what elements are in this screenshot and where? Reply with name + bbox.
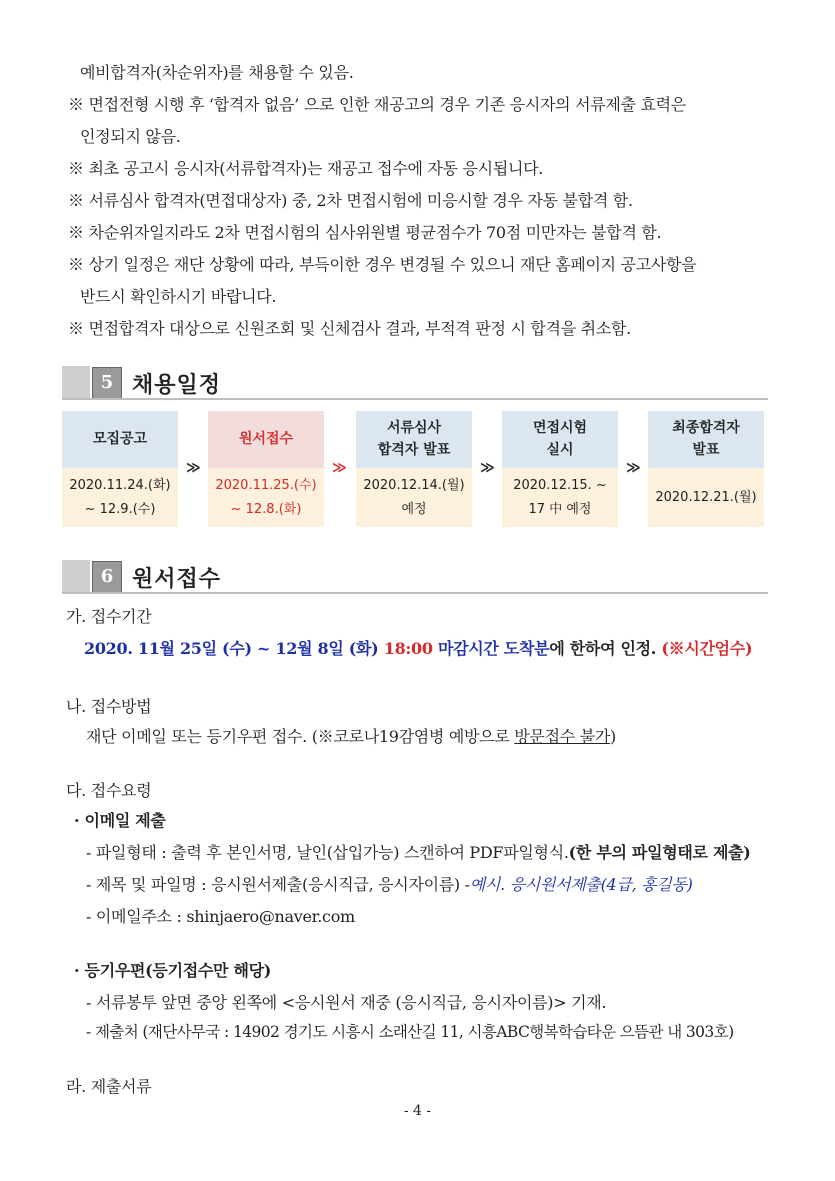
note-line: ※ 서류심사 합격자(면접대상자) 중, 2차 면접시험에 미응시할 경우 자동 불합격 함. xyxy=(68,191,633,210)
subsection-heading: 나. 접수방법 xyxy=(66,697,152,716)
header-bar xyxy=(62,366,90,400)
file-format-bold: (한 부의 파일형태로 제출) xyxy=(568,843,751,862)
subsection-heading: 가. 접수기간 xyxy=(66,607,152,626)
arrow-icon: ≫ xyxy=(332,460,347,476)
arrow-icon: ≫ xyxy=(480,460,495,476)
arrow-icon: ≫ xyxy=(186,460,201,476)
no-visit-note: 방문접수 불가 xyxy=(514,727,611,746)
section-title: 채용일정 xyxy=(132,372,222,398)
header-rule xyxy=(62,398,768,400)
email-file-format xyxy=(86,840,751,863)
schedule-step-application xyxy=(208,411,324,527)
step-title: 면접시험 실시 xyxy=(502,411,618,468)
arrow-icon: ≫ xyxy=(626,460,641,476)
step-date: 2020.12.21.(월) xyxy=(648,468,764,527)
mail-envelope-rule: - 서류봉투 앞면 중앙 왼쪽에 <응시원서 재중 (응시직급, 응시자이름)> 기재. xyxy=(86,993,607,1012)
file-format-text: - 파일형태 : 출력 후 본인서명, 날인(삽입가능) 스캔하여 PDF파일형식. xyxy=(86,843,569,862)
subsection-heading: 라. 제출서류 xyxy=(66,1077,152,1096)
method-text: 재단 이메일 또는 등기우편 접수. (※코로나19감염병 예방으로 xyxy=(86,727,515,746)
step-title: 최종합격자 발표 xyxy=(648,411,764,468)
page-number: - 4 - xyxy=(403,1103,432,1119)
email-title-rule xyxy=(86,872,693,895)
step-date: 2020.12.14.(월) 예정 xyxy=(356,468,472,527)
section-header-schedule xyxy=(62,366,768,400)
note-line: ※ 차순위자일지라도 2차 면접시험의 심사위원별 평균점수가 70점 미만자는 불합격 함. xyxy=(68,223,662,242)
mail-address: - 제출처 (재단사무국 : 14902 경기도 시흥시 소래산길 11, 시흥ABC행복학습타운 으뜸관 내 303호) xyxy=(86,1023,734,1041)
email-heading: · 이메일 제출 xyxy=(74,811,166,830)
note-line: 반드시 확인하시기 바랍니다. xyxy=(80,287,277,306)
step-title: 모집공고 xyxy=(62,411,178,468)
header-bar xyxy=(62,560,90,594)
schedule-step-final-result xyxy=(648,411,764,527)
note-line: ※ 면접전형 시행 후 ‘합격자 없음’ 으로 인한 재공고의 경우 기존 응시자의 서류제출 효력은 xyxy=(68,95,686,114)
header-rule xyxy=(62,592,768,594)
step-date: 2020.11.25.(수) ~ 12.8.(화) xyxy=(208,468,324,527)
step-title: 원서접수 xyxy=(208,411,324,468)
strict-time-note: (※시간엄수) xyxy=(661,639,753,658)
accept-text: 에 한하여 인정. xyxy=(549,639,657,658)
note-line: 예비합격자(차순위자)를 채용할 수 있음. xyxy=(80,63,354,82)
mail-heading: · 등기우편(등기접수만 해당) xyxy=(74,961,272,980)
schedule-step-recruit-notice xyxy=(62,411,178,527)
section-number: 6 xyxy=(92,561,122,593)
step-date: 2020.12.15. ~ 17 中 예정 xyxy=(502,468,618,527)
note-line: ※ 면접합격자 대상으로 신원조회 및 신체검사 결과, 부적격 판정 시 합격을 취소함. xyxy=(68,319,631,338)
schedule-step-document-result xyxy=(356,411,472,527)
schedule-step-interview xyxy=(502,411,618,527)
application-period xyxy=(84,636,752,659)
email-address: - 이메일주소 : shinjaero@naver.com xyxy=(86,907,355,926)
note-line: 인정되지 않음. xyxy=(80,127,181,146)
section-number: 5 xyxy=(92,367,122,399)
step-title: 서류심사 합격자 발표 xyxy=(356,411,472,468)
email-title-text: - 제목 및 파일명 : 응시원서제출(응시직급, 응시자이름) - xyxy=(86,875,470,894)
application-method xyxy=(86,724,616,747)
method-text-end: ) xyxy=(610,727,616,746)
note-line: ※ 최초 공고시 응시자(서류합격자)는 재공고 접수에 자동 응시됩니다. xyxy=(68,159,544,178)
email-title-example: 예시. 응시원서제출(4급, 홍길동) xyxy=(469,875,693,894)
deadline-text: 마감시간 도착분 xyxy=(432,639,550,658)
deadline-time: 18:00 xyxy=(383,639,433,658)
period-dates: 2020. 11월 25일 (수) ~ 12월 8일 (화) xyxy=(84,639,379,658)
note-line: ※ 상기 일정은 재단 상황에 따라, 부득이한 경우 변경될 수 있으니 재단 홈페이지 공고사항을 xyxy=(68,255,697,274)
subsection-heading: 다. 접수요령 xyxy=(66,781,152,800)
section-title: 원서접수 xyxy=(132,566,222,592)
step-date: 2020.11.24.(화) ~ 12.9.(수) xyxy=(62,468,178,527)
section-header-application xyxy=(62,560,768,594)
